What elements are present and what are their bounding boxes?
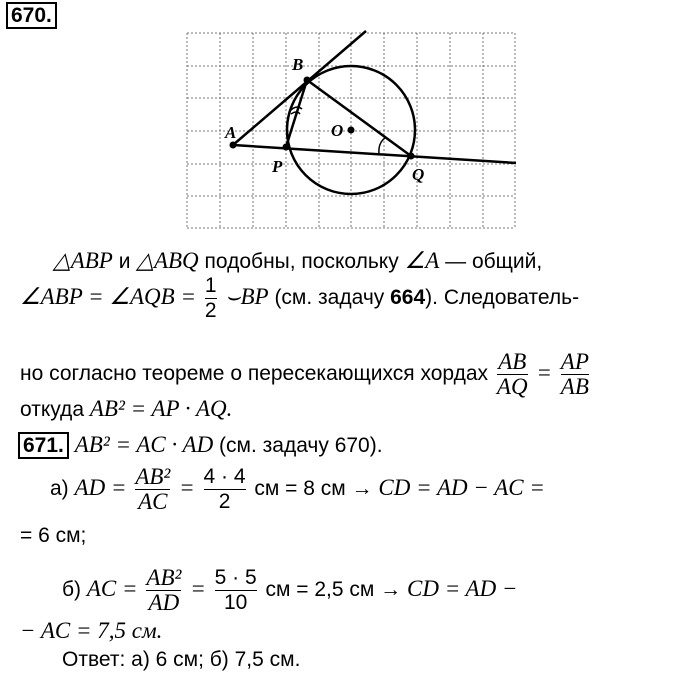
math: ∠A bbox=[404, 248, 440, 273]
label-p: P bbox=[272, 157, 283, 176]
text-line bbox=[20, 350, 592, 399]
fraction bbox=[561, 350, 589, 399]
text: см = 2,5 см → bbox=[265, 578, 402, 602]
text-line bbox=[20, 274, 579, 323]
denominator: AD bbox=[148, 590, 180, 615]
answer-line: Ответ: а) 6 см; б) 7,5 см. bbox=[62, 648, 301, 671]
math: = bbox=[190, 576, 206, 602]
math: = bbox=[536, 360, 552, 386]
text: — общий, bbox=[445, 250, 543, 273]
math: ∠ABP = ∠AQB = bbox=[20, 284, 196, 310]
text: а) bbox=[50, 477, 69, 501]
numerator: AB² bbox=[146, 565, 182, 590]
fraction bbox=[205, 274, 217, 323]
text: б) bbox=[62, 578, 82, 602]
text: см = 8 см → bbox=[254, 477, 373, 501]
math: AC = bbox=[86, 576, 138, 602]
denominator: 2 bbox=[204, 299, 217, 322]
fraction bbox=[497, 350, 528, 399]
denominator: 10 bbox=[223, 591, 248, 614]
text: и bbox=[118, 250, 131, 273]
numerator: 5 · 5 bbox=[214, 566, 257, 589]
problem-number-671: 671. bbox=[18, 432, 69, 459]
text-line bbox=[18, 432, 383, 458]
math: AB² = AC · AD bbox=[74, 432, 214, 457]
problem-number-label: 670. bbox=[6, 2, 57, 29]
fraction bbox=[215, 566, 257, 615]
math: CD = AD − bbox=[407, 576, 518, 602]
fraction bbox=[135, 465, 170, 514]
math: ⌣BP bbox=[225, 284, 269, 310]
label-b: B bbox=[292, 55, 304, 74]
numerator: AB² bbox=[135, 464, 171, 489]
reference-number: 664 bbox=[390, 286, 426, 310]
numerator: 4 · 4 bbox=[203, 465, 246, 488]
math: △ABQ bbox=[136, 248, 199, 273]
chord-bq bbox=[307, 80, 411, 156]
text-line: − AC = 7,5 см. bbox=[20, 618, 163, 643]
text-line bbox=[62, 566, 518, 615]
fraction bbox=[204, 465, 246, 514]
math: AB² = AP · AQ. bbox=[89, 396, 233, 421]
math: △ABP bbox=[53, 248, 113, 273]
math: AD = bbox=[74, 475, 127, 501]
numerator: AP bbox=[560, 349, 589, 374]
numerator: 1 bbox=[204, 274, 217, 297]
label-o: O bbox=[331, 121, 344, 140]
text-line bbox=[53, 248, 542, 274]
tangent-line bbox=[233, 31, 366, 145]
text-line: = 6 см; bbox=[20, 524, 87, 547]
geometry-diagram bbox=[0, 0, 700, 240]
denominator: AC bbox=[138, 489, 168, 514]
text: откуда bbox=[20, 398, 84, 421]
denominator: AQ bbox=[496, 374, 528, 399]
text-line bbox=[20, 396, 232, 422]
fraction bbox=[146, 566, 181, 615]
denominator: AB bbox=[560, 374, 589, 399]
text-line bbox=[50, 465, 545, 514]
numerator: AB bbox=[498, 349, 527, 374]
text: но согласно теореме о пересекающихся хордах bbox=[20, 362, 489, 386]
label-q: Q bbox=[412, 165, 425, 184]
text: ). Следователь- bbox=[425, 286, 580, 310]
math: = bbox=[179, 475, 195, 501]
label-a: A bbox=[225, 123, 237, 142]
text: подобны, поскольку bbox=[204, 250, 399, 273]
text: (см. задачу 670). bbox=[219, 434, 383, 457]
math: CD = AD − AC = bbox=[378, 475, 545, 501]
text: (см. задачу bbox=[274, 286, 385, 310]
denominator: 2 bbox=[218, 490, 231, 513]
